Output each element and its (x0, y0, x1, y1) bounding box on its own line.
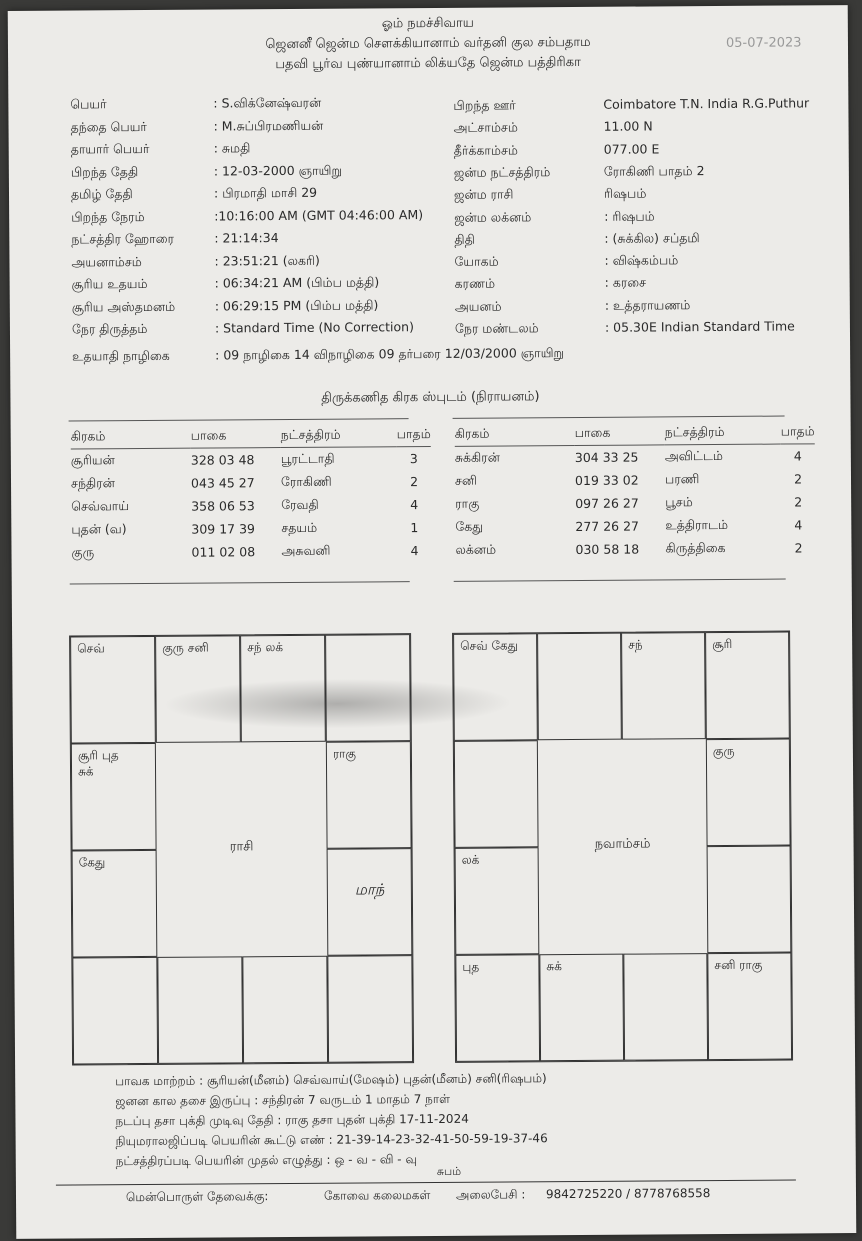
detail-value: : Standard Time (No Correction) (214, 319, 414, 336)
planet-row (71, 493, 431, 519)
detail-label: சூரிய அஸ்தமனம் (71, 298, 176, 315)
chart-center-label: ராசி (229, 839, 254, 855)
detail-value: ரிஷபம் (603, 185, 647, 201)
planet-deg: 328 03 48 (190, 452, 255, 468)
planet-star: பூரட்டாதி (280, 450, 335, 467)
detail-label: நட்சத்திர ஹோரை (71, 230, 175, 247)
chart-house (537, 633, 622, 741)
planet-pada: 3 (409, 451, 418, 467)
detail-label: தமிழ் தேதி (70, 186, 133, 202)
bhava-change: பாவக மாற்றம் : சூரியன்(மீனம்) செவ்வாய்(மேஷம்) புதன்(மீனம்) சனி(ரிஷபம்) (115, 1071, 547, 1089)
planet-pada: 2 (794, 540, 803, 556)
planet-star: சதயம் (281, 519, 318, 536)
print-date: 05-07-2023 (725, 35, 802, 51)
chart-house: சனி ராகு (707, 952, 792, 1060)
detail-value: : 21:14:34 (214, 230, 279, 246)
chart-house (72, 957, 158, 1065)
chart-house (242, 956, 328, 1064)
planet-deg: 304 33 25 (574, 449, 639, 465)
chart-house: சந் (621, 632, 706, 740)
planet-table-header: கிரகம் (454, 425, 490, 441)
chart-house: குரு சனி (155, 635, 241, 743)
chart-house: செவ் (70, 636, 156, 744)
planet-pada: 2 (410, 474, 419, 490)
chart-center-label: நவாம்சம் (594, 836, 651, 852)
detail-value: : சுமதி (213, 140, 251, 156)
header-sloka-2: பதவி பூர்வ புண்யானாம் லிக்யதே ஜென்ம பத்திரிகா (275, 54, 581, 73)
planet-pada: 4 (793, 448, 802, 464)
planet-star: பரணி (664, 471, 700, 487)
detail-label: தந்தை பெயர் (70, 118, 147, 135)
planet-star: உத்திராடம் (665, 516, 729, 533)
planet-planet: குரு (71, 544, 95, 560)
planet-pada: 2 (794, 471, 803, 487)
planet-deg: 043 45 27 (190, 475, 255, 491)
detail-value: : பிரமாதி மாசி 29 (213, 184, 318, 201)
planet-deg: 019 33 02 (574, 472, 639, 488)
detail-label: ஜன்ம நட்சத்திரம் (453, 164, 551, 180)
planet-planet: புதன் (வ) (71, 521, 127, 537)
planet-star: அசுவனி (281, 542, 331, 559)
phone-number: 9842725220 / 8778768558 (545, 1186, 711, 1202)
planet-row (71, 447, 431, 473)
planet-table-header: பாகை (574, 424, 611, 440)
detail-value: : S.விக்னேஷ்வரன் (213, 94, 322, 111)
detail-label: சூரிய உதயம் (71, 275, 148, 292)
detail-value: 077.00 E (603, 140, 660, 157)
planet-row (71, 470, 431, 496)
planet-planet: செவ்வாய் (71, 498, 130, 514)
chart-house: ராகு (326, 741, 412, 849)
planet-deg: 277 26 27 (575, 518, 640, 534)
detail-value: : 23:51:21 (லகரி) (214, 252, 320, 269)
detail-label: பிறந்த நேரம் (71, 208, 145, 225)
detail-value: : 12-03-2000 ஞாயிறு (213, 162, 342, 179)
planet-planet: கேது (455, 518, 484, 534)
chart-house (327, 955, 413, 1063)
chart-house: சூரி (705, 632, 790, 740)
planet-planet: சுக்கிரன் (454, 449, 500, 465)
detail-value: : ரிஷபம் (604, 207, 655, 224)
horoscope-page (8, 5, 857, 1239)
planet-table-header: கிரகம் (70, 428, 106, 444)
planet-star: ரேவதி (281, 496, 319, 513)
detail-label: ஜன்ம லக்னம் (454, 208, 532, 225)
phone-label: அலைபேசி : (455, 1187, 526, 1202)
detail-label: அயனம் (454, 298, 502, 314)
planet-pada: 4 (410, 497, 419, 513)
detail-value: : M.சுப்பிரமணியன் (213, 117, 324, 134)
header-sloka-1: ஜெனனீ ஜென்ம சௌக்கியானாம் வர்தனி குல சம்பதாம (265, 34, 591, 53)
detail-value: 11.00 N (603, 118, 653, 135)
detail-label: கரணம் (454, 275, 496, 292)
name-letters: நட்சத்திரப்படி பெயரின் முதல் எழுத்து : ஒ - வ - வி - வு (115, 1152, 417, 1169)
planet-deg: 030 58 18 (575, 541, 640, 557)
chart-house (707, 846, 792, 954)
planet-table-title: திருக்கணித கிரக ஸ்புடம் (நிராயனம்) (321, 389, 540, 406)
planet-deg: 309 17 39 (191, 521, 256, 537)
chart-house (157, 956, 243, 1064)
planet-deg: 011 02 08 (191, 544, 256, 560)
birth-dasa: ஜனன கால தசை இருப்பு : சந்திரன் 7 வருடம் 1 மாதம் 7 நாள் (115, 1091, 450, 1109)
detail-label: திதி (454, 231, 475, 247)
detail-label: அட்சாம்சம் (453, 119, 518, 136)
detail-label: தாயார் பெயர் (70, 140, 150, 157)
print-smudge (162, 677, 512, 729)
detail-value: : 06:34:21 AM (பிம்ப மத்தி) (214, 274, 380, 291)
planet-deg: 097 26 27 (575, 495, 639, 511)
numerology: நியுமராலஜிப்படி பெயரின் கூட்டு எண் : 21-39-14-23-32-41-50-59-19-37-46 (115, 1131, 548, 1149)
planet-planet: ராகு (455, 495, 480, 511)
planet-row (455, 513, 815, 539)
company-name: கோவை கலைமகள் (323, 1188, 431, 1203)
chart-house (327, 848, 413, 956)
detail-label: யோகம் (454, 253, 499, 269)
planet-star: அவிட்டம் (664, 447, 723, 464)
detail-value: : விஷ்கம்பம் (604, 252, 679, 268)
chart-house: கேது (72, 850, 158, 958)
detail-value: Coimbatore T.N. India R.G.Puthur (603, 95, 810, 112)
planet-planet: லக்னம் (455, 541, 497, 557)
detail-label: நேர திருத்தம் (71, 320, 148, 337)
detail-label: பெயர் (70, 96, 107, 112)
planet-star: கிருத்திகை (665, 539, 726, 556)
udayadi-label: உதயாதி நாழிகை (72, 347, 170, 364)
current-dasa: நடப்பு தசா புக்தி முடிவு தேதி : ராகு தசா புதன் புக்தி 17-11-2024 (115, 1111, 469, 1129)
detail-value: : கரசை (604, 274, 647, 291)
detail-label: ஜன்ம ராசி (453, 186, 514, 203)
planet-star: பூசம் (665, 494, 693, 510)
planet-pada: 4 (410, 543, 419, 559)
planet-row (455, 536, 815, 562)
planet-row (455, 444, 815, 470)
planet-table-header: பாதம் (780, 423, 815, 439)
planet-pada: 4 (794, 517, 803, 533)
planet-planet: சந்திரன் (70, 475, 115, 491)
planet-pada: 2 (794, 494, 803, 510)
planet-table-header: பாகை (190, 427, 227, 443)
planet-table-header: பாதம் (396, 426, 431, 442)
header-invocation: ஓம் நமச்சிவாய (381, 15, 474, 32)
subam: சுபம் (436, 1164, 462, 1178)
chart-house: சந் லக் (240, 635, 326, 743)
planet-row (455, 490, 815, 516)
detail-value: : உத்தராயணம் (604, 296, 691, 313)
detail-label: தீர்க்காம்சம் (453, 141, 518, 158)
handwritten-note: மாந் (354, 880, 385, 899)
detail-value: ரோகிணி பாதம் 2 (603, 162, 705, 179)
detail-label: பிறந்த ஊர் (453, 97, 516, 113)
chart-house (623, 953, 708, 1061)
planet-planet: சனி (454, 472, 477, 488)
detail-label: நேர மண்டலம் (454, 320, 539, 336)
detail-value: :10:16:00 AM (GMT 04:46:00 AM) (214, 206, 424, 224)
detail-value: : 05.30E Indian Standard Time (604, 318, 795, 335)
planet-star: ரோகிணி (280, 473, 332, 490)
udayadi-value: : 09 நாழிகை 14 விநாழிகை 09 தர்பரை 12/03/2000 ஞாயிறு (215, 345, 565, 363)
chart-house: லக் (455, 847, 540, 955)
chart-house: செவ் கேது (453, 633, 538, 741)
detail-value: : (சுக்கில) சப்தமி (604, 229, 700, 246)
detail-value: : 06:29:15 PM (பிம்ப மத்தி) (214, 296, 379, 314)
planet-row (71, 539, 431, 565)
planet-pada: 1 (410, 520, 419, 536)
chart-house (454, 740, 539, 848)
planet-deg: 358 06 53 (191, 498, 255, 514)
planet-row (455, 467, 815, 493)
detail-label: அயனாம்சம் (71, 253, 142, 270)
chart-house: சூரி புத சுக் (71, 743, 157, 851)
software-label: மென்பொருள் தேவைக்கு: (125, 1189, 269, 1205)
planet-row (71, 516, 431, 542)
chart-house: புத (455, 954, 540, 1062)
chart-house: குரு (706, 739, 791, 847)
planet-planet: சூரியன் (70, 452, 115, 468)
chart-house: சுக் (539, 954, 624, 1062)
detail-label: பிறந்த தேதி (70, 163, 139, 180)
planet-table-header: நட்சத்திரம் (280, 426, 341, 443)
planet-table-header: நட்சத்திரம் (664, 423, 725, 440)
